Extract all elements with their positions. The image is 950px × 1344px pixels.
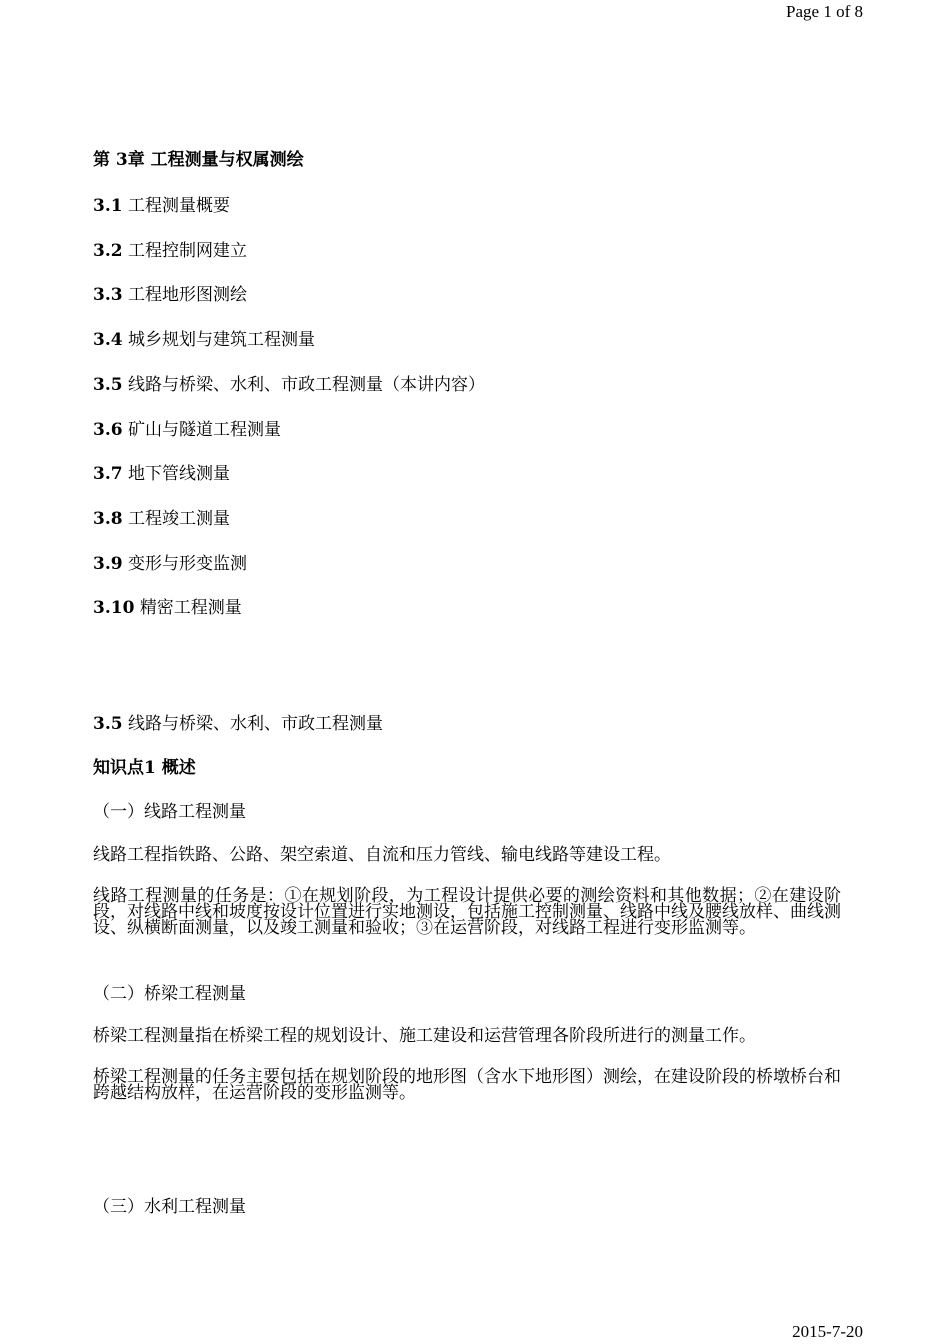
toc-item-3-1 [93,196,230,216]
chapter-title: 第 3章 工程测量与权属测绘 [93,150,304,170]
toc-item-3-7 [93,464,230,484]
knowledge-point-heading: 知识点1 概述 [93,758,196,778]
paragraph-route-definition: 线路工程指铁路、公路、架空索道、自流和压力管线、输电线路等建设工程。 [93,845,671,865]
paragraph-bridge-tasks: 桥梁工程测量的任务主要包括在规划阶段的地形图（含水下地形图）测绘，在建设阶段的桥墩桥台和跨越结构放样，在运营阶段的变形监测等。 [93,1067,841,1103]
subsection-heading-route: （一）线路工程测量 [93,802,246,822]
section-title-number: 3.5 [93,714,123,734]
section-title [93,714,383,734]
toc-item-3-8 [93,509,230,529]
toc-item-3-2 [93,241,247,261]
toc-item-number: 3.6 [93,420,123,440]
page-indicator: Page 1 of 8 [786,2,863,21]
toc-item-3-10 [93,598,242,618]
toc-item-label: 工程地形图测绘 [127,285,247,305]
toc-item-label: 精密工程测量 [139,598,242,618]
toc-item-label: 地下管线测量 [127,464,230,484]
toc-item-3-6 [93,420,281,440]
section-title-text: 线路与桥梁、水利、市政工程测量 [127,714,383,734]
toc-item-3-4 [93,330,315,350]
toc-item-3-3 [93,285,247,305]
toc-item-label: 工程测量概要 [127,196,230,216]
paragraph-bridge-definition: 桥梁工程测量指在桥梁工程的规划设计、施工建设和运营管理各阶段所进行的测量工作。 [93,1026,756,1046]
toc-item-label: 工程控制网建立 [127,241,247,261]
toc-item-number: 3.4 [93,330,123,350]
toc-item-number: 3.10 [93,598,135,618]
subsection-heading-water: （三）水利工程测量 [93,1197,246,1217]
toc-item-number: 3.5 [93,375,123,395]
toc-item-label: 变形与形变监测 [127,554,247,574]
subsection-heading-bridge: （二）桥梁工程测量 [93,984,246,1004]
toc-item-3-5 [93,375,485,395]
toc-item-number: 3.9 [93,554,123,574]
toc-item-number: 3.7 [93,464,123,484]
toc-item-3-9 [93,554,247,574]
toc-item-number: 3.8 [93,509,123,529]
toc-item-label: 线路与桥梁、水利、市政工程测量（本讲内容） [127,375,485,395]
paragraph-route-tasks: 线路工程测量的任务是：①在规划阶段，为工程设计提供必要的测绘资料和其他数据；②在建设阶段，对线路中线和坡度按设计位置进行实地测设，包括施工控制测量、线路中线及腰线放样、曲线测设、纵横断面测量，以及竣工测量和验收；③在运营阶段，对线路工程进行变形监测等。 [93,886,841,938]
toc-item-label: 矿山与隧道工程测量 [127,420,281,440]
print-date: 2015-7-20 [792,1322,863,1341]
toc-item-label: 城乡规划与建筑工程测量 [127,330,315,350]
toc-item-number: 3.1 [93,196,123,216]
toc-item-label: 工程竣工测量 [127,509,230,529]
toc-item-number: 3.3 [93,285,123,305]
toc-item-number: 3.2 [93,241,123,261]
